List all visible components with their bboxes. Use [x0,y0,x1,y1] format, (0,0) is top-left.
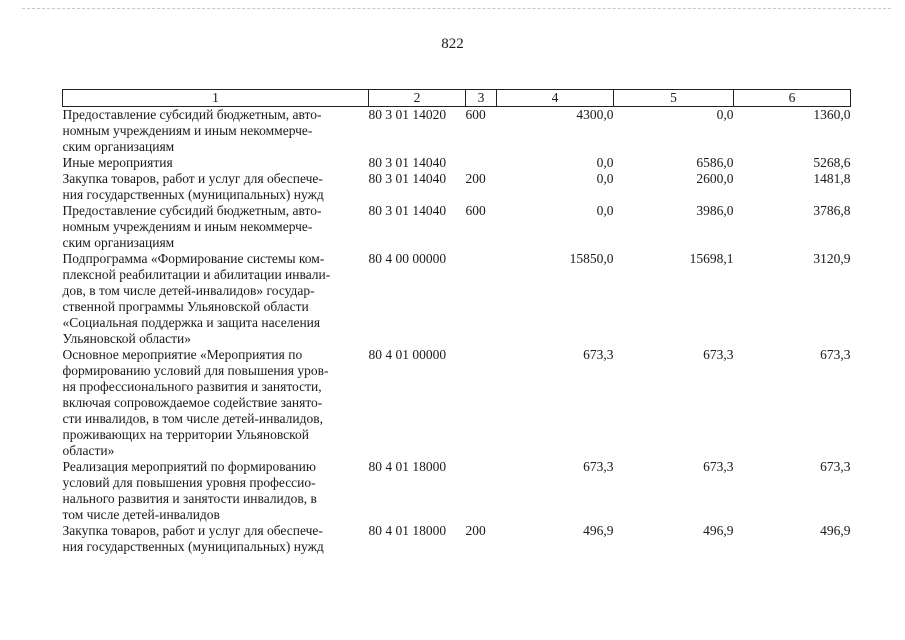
row-name-cell [63,155,369,171]
column-header: 1 [63,90,369,107]
row-name-line: ния государственных (муниципальных) нужд [62,187,324,202]
budget-code-cell: 80 4 01 00000 [368,347,447,362]
amount-col5-cell: 673,3 [703,347,734,362]
column-header: 5 [614,90,734,107]
column-header: 6 [734,90,851,107]
row-name-line: номным учреждениям и иным некоммерче- [62,123,313,138]
table-row [63,251,851,347]
amount-col4-cell: 0,0 [596,203,614,218]
column-header: 4 [497,90,614,107]
row-name-line: ственной программы Ульяновской области [62,299,309,314]
scan-border-line [22,8,891,9]
expense-type-cell: 600 [465,203,486,218]
row-name-cell [63,459,369,523]
row-name-line: «Социальная поддержка и защита населения [62,315,321,330]
row-name-cell [63,171,369,203]
amount-col5-cell: 2600,0 [696,171,734,186]
budget-code-cell: 80 3 01 14020 [368,107,447,122]
table-row [63,203,851,251]
amount-col6-cell: 673,3 [820,459,851,474]
row-name-line: Иные мероприятия [62,155,173,170]
budget-code-cell: 80 4 01 18000 [368,523,447,538]
amount-col6-cell: 3120,9 [813,251,851,266]
row-name-line: области» [62,443,115,458]
table-row [63,347,851,459]
amount-col4-cell: 673,3 [583,347,614,362]
amount-col4-cell: 0,0 [596,171,614,186]
amount-col5-cell: 673,3 [703,459,734,474]
budget-code-cell: 80 3 01 14040 [368,155,447,170]
row-name-cell [63,523,369,555]
row-name-cell [63,107,369,156]
amount-col5-cell: 0,0 [716,107,734,122]
row-name-line: сти инвалидов, в том числе детей-инвалидов, [62,411,324,426]
budget-table [62,89,851,555]
row-name-cell [63,251,369,347]
amount-col4-cell: 15850,0 [569,251,614,266]
row-name-cell [63,203,369,251]
row-name-line: ским организациям [62,235,175,250]
row-name-cell [63,347,369,459]
amount-col5-cell: 15698,1 [689,251,734,266]
budget-code-cell: 80 3 01 14040 [368,171,447,186]
amount-col6-cell: 5268,6 [813,155,851,170]
row-name-line: Основное мероприятие «Мероприятия по [62,347,303,362]
table-row [63,171,851,203]
expense-type-cell [466,347,497,459]
amount-col6-cell: 496,9 [820,523,851,538]
header-row [63,90,851,107]
table-row [63,155,851,171]
row-name-line: ня профессионального развития и занятости, [62,379,322,394]
expense-type-cell [466,251,497,347]
row-name-line: условий для повышения уровня профессио- [62,475,316,490]
amount-col6-cell: 3786,8 [813,203,851,218]
column-header: 2 [369,90,466,107]
column-header: 3 [466,90,497,107]
row-name-line: Предоставление субсидий бюджетным, авто- [62,203,322,218]
row-name-line: плексной реабилитации и абилитации инвали- [62,267,331,282]
row-name-line: номным учреждениям и иным некоммерче- [62,219,313,234]
row-name-line: Предоставление субсидий бюджетным, авто- [62,107,322,122]
table-row [63,523,851,555]
amount-col4-cell: 496,9 [583,523,614,538]
row-name-line: Реализация мероприятий по формированию [62,459,316,474]
budget-code-cell: 80 4 01 18000 [368,459,447,474]
row-name-line: ским организациям [62,139,175,154]
budget-code-cell: 80 3 01 14040 [368,203,447,218]
row-name-line: ния государственных (муниципальных) нужд [62,539,324,554]
table-row [63,459,851,523]
expense-type-cell [466,155,497,171]
row-name-line: Закупка товаров, работ и услуг для обеспече- [62,171,323,186]
table-header [63,90,851,107]
table-row [63,107,851,156]
row-name-line: проживающих на территории Ульяновской [62,427,309,442]
page-number: 822 [441,36,464,52]
row-name-line: нального развития и занятости инвалидов, в [62,491,317,506]
amount-col5-cell: 496,9 [703,523,734,538]
row-name-line: Подпрограмма «Формирование системы ком- [62,251,325,266]
row-name-line: формированию условий для повышения уров- [62,363,329,378]
row-name-line: Ульяновской области» [62,331,192,346]
expense-type-cell [466,459,497,523]
expense-type-cell: 600 [465,107,486,122]
row-name-line: включая сопровождаемое содействие занято- [62,395,323,410]
expense-type-cell: 200 [465,171,486,186]
row-name-line: Закупка товаров, работ и услуг для обеспече- [62,523,323,538]
amount-col4-cell: 673,3 [583,459,614,474]
amount-col5-cell: 6586,0 [696,155,734,170]
row-name-line: том числе детей-инвалидов [62,507,220,522]
amount-col4-cell: 0,0 [596,155,614,170]
amount-col5-cell: 3986,0 [696,203,734,218]
amount-col6-cell: 1481,8 [813,171,851,186]
table-body [63,107,851,556]
budget-code-cell: 80 4 00 00000 [368,251,447,266]
expense-type-cell: 200 [465,523,486,538]
amount-col6-cell: 673,3 [820,347,851,362]
row-name-line: дов, в том числе детей-инвалидов» государ- [62,283,315,298]
amount-col4-cell: 4300,0 [576,107,614,122]
amount-col6-cell: 1360,0 [813,107,851,122]
